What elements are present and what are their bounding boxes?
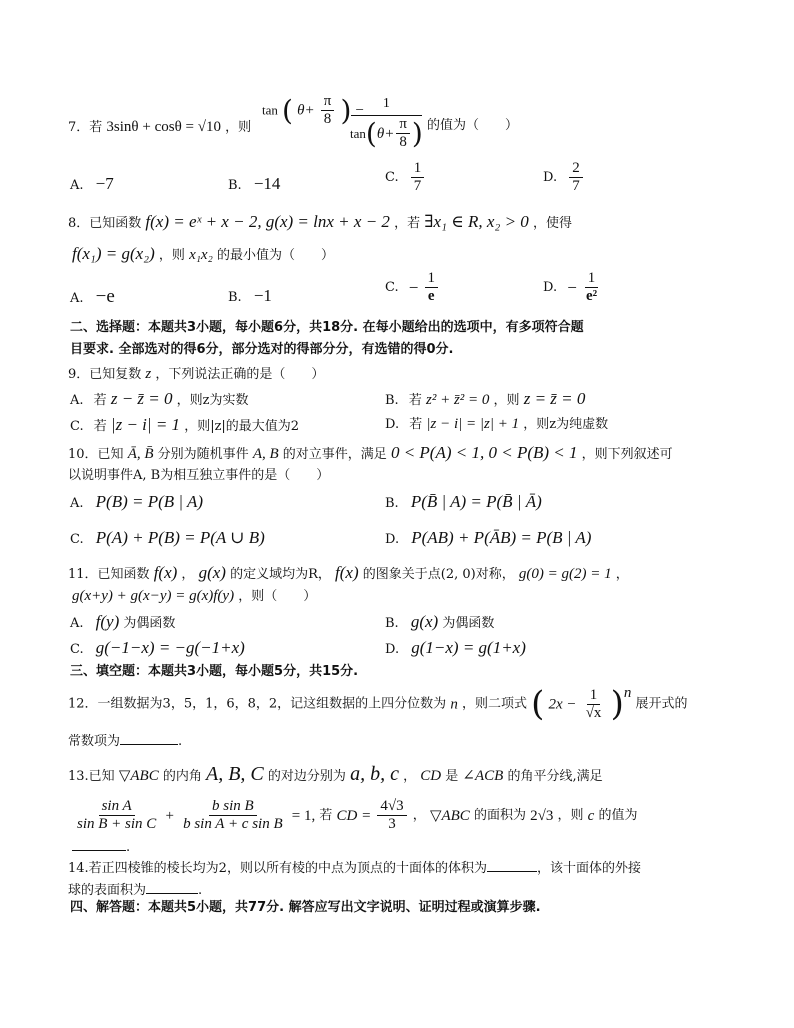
q11-option-b[interactable]: B. g(x) 为偶函数 (385, 612, 495, 631)
option-label: D. (543, 279, 558, 295)
q14-line2: 球的表面积为 . (68, 883, 203, 898)
option-label: A. (70, 496, 84, 511)
q13-line1: 13.已知 ▽ABC 的内角 A, B, C 的对边分别为 a, b, c ， CD 是 ∠ACB 的角平分线,满足 (68, 763, 603, 785)
q13-line3: . (72, 838, 130, 856)
q10-line1: 10．已知 Ā, B̄ 分别为随机事件 A, B 的对立事件，满足 0 < P(A) < 1, 0 < P(B) < 1 ，则下列叙述可 (68, 443, 673, 462)
q7-prefix: 7．若 (68, 120, 103, 135)
q10-line2: 以说明事件A, B为相互独立事件的是（ ） (68, 468, 330, 483)
option-frac: $\frac{1}{7}$ (411, 160, 425, 196)
q11-option-d[interactable]: D. g(1−x) = g(1+x) (385, 638, 526, 657)
q7-suffix: 的值为（ ） (427, 118, 519, 133)
q8-option-c[interactable]: C. − $\frac{1}{e}$ (385, 270, 440, 306)
option-label: D. (385, 417, 400, 432)
q10-option-c[interactable]: C. P(A) + P(B) = P(A ∪ B) (70, 528, 265, 547)
q7-pi-frac (321, 93, 335, 129)
q11-line2: g(x+y) + g(x−y) = g(x)f(y) ，则（ ） (72, 588, 317, 604)
q7-expression (262, 93, 364, 129)
option-label: B. (228, 178, 242, 193)
q13-frac2: $\frac{\text{b sin B}}{\text{b sin A + c sin B}}$ (183, 798, 283, 833)
q14-volume-blank[interactable] (487, 859, 537, 872)
q7-pi: π (321, 93, 335, 111)
option-label: C. (70, 642, 84, 657)
option-label: D. (385, 642, 400, 657)
option-frac: $\frac{1}{\text{e²}}$ (585, 270, 598, 305)
q14-area-blank[interactable] (146, 881, 198, 894)
q13-answer-blank[interactable] (72, 838, 126, 851)
q8-option-a[interactable] (70, 286, 115, 309)
q7-minus: − (355, 102, 365, 119)
q7-paren-close: ) (340, 93, 352, 127)
section2-heading-line1: 二、选择题：本题共3小题，每小题6分，共18分. 在每小题给出的选项中，有多项符合题 (70, 320, 584, 335)
option-label: C. (385, 279, 399, 295)
q7-tan: tan (262, 102, 278, 118)
option-label: A. (70, 178, 84, 193)
q12-line1: 12．一组数据为3，5，1，6，8，2，记这组数据的上四分位数为 n ，则二项式 ( 2x − $\frac{1}{√x}$ )$^n$ 展开式的 (68, 684, 688, 724)
q8-functions: f(x) = eˣ + x − 2, g(x) = lnx + x − 2 (145, 212, 390, 231)
option-label: C. (70, 419, 84, 434)
option-label: D. (543, 169, 558, 185)
q8-line1: 8．已知函数 f(x) = eˣ + x − 2, g(x) = lnx + x − 2 ，若 ∃x₁ ∈ R, x₂ > 0 ，使得 (68, 212, 572, 231)
q13-line2: $\frac{\text{sin A}}{\text{sin B + sin C}}$ + $\frac{\text{b sin B}}{\text{b sin A + c sin B}}$ = 1, 若 CD = $\frac{4√3}{3}$ ， ▽ABC 的面积为 2√3 ，则 c 的值为 (72, 798, 637, 834)
q10-option-b[interactable]: B. P(B̄ | A) = P(B̄ | Ā) (385, 492, 542, 511)
q8-option-b[interactable] (228, 286, 272, 306)
q7-paren-open: ( (282, 93, 293, 127)
q7-stem (68, 118, 251, 136)
option-value: −7 (95, 174, 114, 193)
q9-option-c[interactable]: C. 若 |z − i| = 1 ，则|z|的最大值为2 (70, 415, 300, 434)
section4-heading: 四、解答题：本题共5小题，共77分. 解答应写出文字说明、证明过程或演算步骤. (70, 900, 541, 915)
option-label: B. (385, 616, 399, 631)
section2-heading-line2: 目要求. 全部选对的得6分，部分选对的得部分分，有选错的得0分. (70, 342, 454, 357)
q7-option-c[interactable] (385, 160, 426, 196)
q9-option-d[interactable]: D. 若 |z − i| = |z| + 1 ，则z为纯虚数 (385, 416, 609, 432)
q7-big-num: 1 (351, 96, 422, 116)
option-label: B. (385, 393, 399, 408)
q9-option-a[interactable]: A. 若 z − z̄ = 0 ，则z为实数 (70, 389, 249, 408)
q8-exists: ∃x₁ ∈ R, x₂ > 0 (424, 212, 529, 231)
q7-arg: θ+ (297, 102, 315, 119)
q12-binom-frac: $\frac{1}{√x}$ (585, 686, 602, 721)
option-value: −14 (253, 174, 281, 193)
q7-big-frac (350, 96, 423, 151)
option-label: B. (385, 496, 399, 511)
q7-eight: 8 (323, 111, 332, 128)
q14-line1: 14.若正四棱锥的棱长均为2，则以所有棱的中点为顶点的十面体的体积为 ，该十面体的外接 (68, 861, 641, 876)
q8-line2: f(x₁) = g(x₂) ，则 x₁x₂ 的最小值为（ ） (72, 244, 334, 263)
option-value: −1 (253, 286, 272, 305)
q13-cd-frac: $\frac{4√3}{3}$ (377, 798, 406, 834)
option-value: −e (95, 286, 115, 307)
option-frac: $\frac{2}{7}$ (569, 160, 583, 196)
option-label: A. (70, 393, 84, 408)
q7-big-den: tan ( θ+ $\frac{\pi}{8}$ ) (350, 115, 423, 151)
q12-exponent: n (623, 685, 632, 701)
option-label: D. (385, 532, 400, 547)
section3-heading: 三、填空题：本题共3小题，每小题5分，共15分. (70, 664, 359, 679)
q9-stem: 9．已知复数 z ，下列说法正确的是（ ） (68, 366, 325, 382)
q7-option-b[interactable] (228, 174, 280, 194)
option-label: B. (228, 290, 242, 305)
q8-equation: f(x₁) = g(x₂) (72, 244, 155, 263)
option-label: A. (70, 616, 84, 631)
q9-option-b[interactable]: B. 若 z² + z̄² = 0 ，则 z = z̄ = 0 (385, 389, 586, 408)
q12-answer-blank[interactable] (120, 732, 178, 745)
q12-line2: 常数项为 . (68, 734, 183, 749)
q7-mid: ，则 (225, 120, 252, 135)
q13-frac1: $\frac{\text{sin A}}{\text{sin B + sin C}}$ (77, 798, 157, 833)
option-label: C. (70, 532, 84, 547)
option-label: C. (385, 169, 399, 185)
q8-option-d[interactable]: D. − $\frac{1}{\text{e²}}$ (543, 270, 602, 306)
q7-option-a[interactable] (70, 174, 114, 194)
q10-option-a[interactable]: A. P(B) = P(B | A) (70, 492, 204, 511)
q10-option-d[interactable]: D. P(AB) + P(ĀB) = P(B | A) (385, 528, 592, 547)
option-frac: $\frac{1}{e}$ (425, 270, 439, 306)
q11-option-c[interactable]: C. g(−1−x) = −g(−1+x) (70, 638, 245, 657)
option-label: A. (70, 291, 84, 306)
q11-option-a[interactable]: A. f(y) 为偶函数 (70, 612, 176, 631)
q11-line1: 11．已知函数 f(x) ， g(x) 的定义域均为R， f(x) 的图象关于点(2, 0)对称， g(0) = g(2) = 1 ， (68, 563, 629, 582)
q7-option-d[interactable] (543, 160, 585, 196)
q7-condition: 3sinθ + cosθ = √10 (106, 119, 221, 135)
